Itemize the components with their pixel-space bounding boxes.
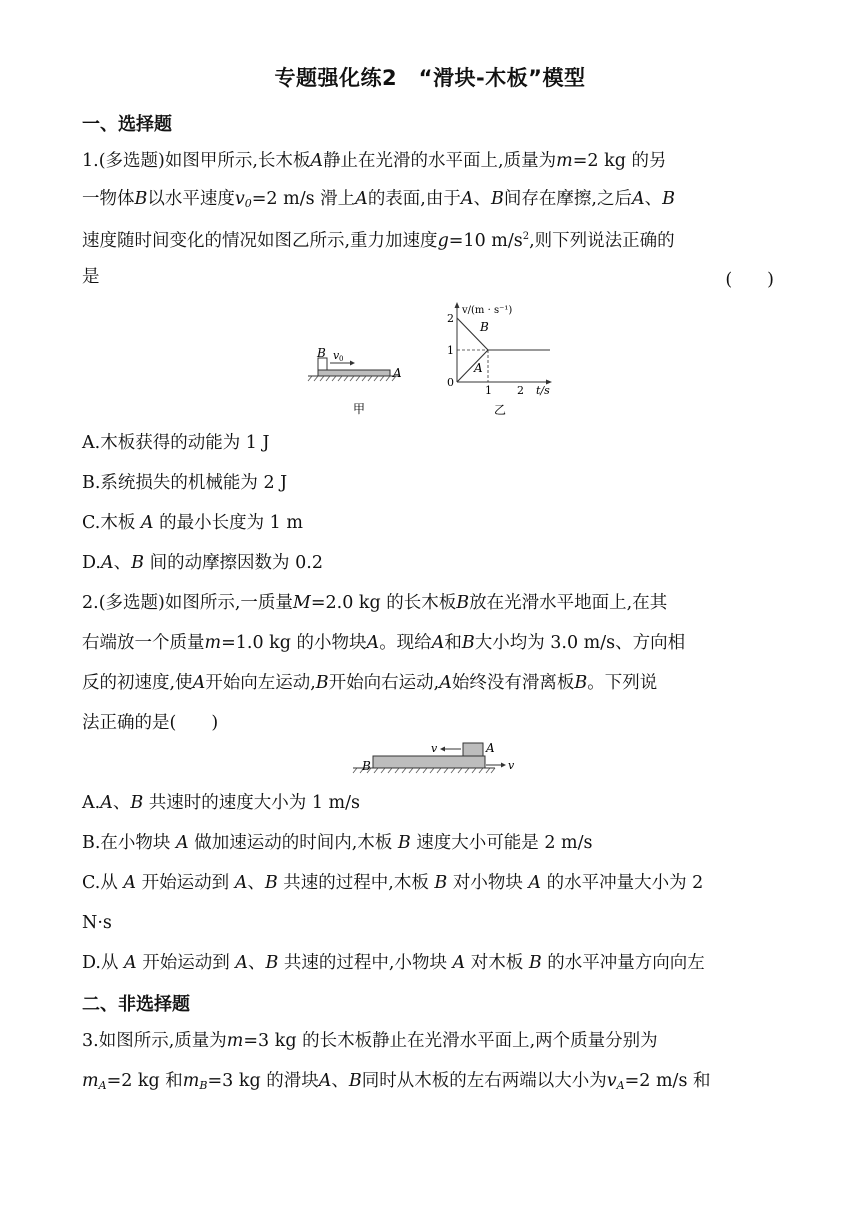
caption-yi: 乙 <box>494 403 507 417</box>
q3-line-2: $m_A=2$ kg 和$m_B=3$ kg 的滑块A、B同时从木板的左右两端以大小为$v_A=2$ m/s 和 <box>82 1071 711 1092</box>
v0-arrowhead <box>350 361 355 366</box>
series-label-B: B <box>480 320 489 334</box>
label-v-left: v <box>431 742 438 755</box>
q3-line-1: 3.如图所示,质量为m=3 kg 的长木板静止在光滑水平面上,两个质量分别为 <box>82 1031 658 1051</box>
q1-option-a: A.木板获得的动能为 1 J <box>82 433 270 453</box>
x-tick-2: 2 <box>517 384 524 397</box>
q2-option-d: D.从 A 开始运动到 A、B 共速的过程中,小物块 A 对木板 B 的水平冲量方向向左 <box>82 953 705 973</box>
q2-line-1: 2.(多选题)如图所示,一质量M=2.0 kg 的长木板B放在光滑水平地面上,在其 <box>82 593 668 613</box>
q1-figure-yi <box>440 298 565 418</box>
q2-option-c: C.从 A 开始运动到 A、B 共速的过程中,木板 B 对小物块 A 的水平冲量大小为 2 <box>82 873 704 893</box>
q2-option-a: A.A、B 共速时的速度大小为 1 m/s <box>82 793 361 813</box>
q1-line-3: 速度随时间变化的情况如图乙所示,重力加速度g=10 $m/s^2$,则下列说法正确的 <box>82 231 675 251</box>
label-v0: v <box>333 349 340 362</box>
q1-option-c: C.木板 A 的最小长度为 1 m <box>82 513 303 533</box>
section-heading-choice: 一、选择题 <box>82 114 172 135</box>
label-B: B <box>362 759 371 773</box>
ground-hatch <box>353 768 495 773</box>
q1-option-d: D.A、B 间的动摩擦因数为 0.2 <box>82 553 323 573</box>
q1-answer-bracket: ( ) <box>725 270 774 290</box>
arrowhead-A-left <box>440 747 445 752</box>
q2-line-4: 法正确的是( ) <box>82 713 219 733</box>
block-A <box>463 743 483 756</box>
label-B: B <box>317 346 326 360</box>
x-tick-1: 1 <box>485 384 492 397</box>
q1-figure-jia <box>300 345 410 417</box>
q2-figure <box>345 738 520 780</box>
q1-option-b: B.系统损失的机械能为 2 J <box>82 473 288 493</box>
line-A <box>457 350 488 382</box>
q2-line-3: 反的初速度,使A开始向左运动,B开始向右运动,A始终没有滑离板B。下列说 <box>82 673 658 693</box>
y-tick-2: 2 <box>447 312 454 325</box>
y-arrowhead <box>455 302 460 308</box>
label-A: A <box>393 366 402 380</box>
label-A: A <box>486 741 495 755</box>
q1-line-1: 1.(多选题)如图甲所示,长木板A静止在光滑的水平面上,质量为m=2 kg 的另 <box>82 151 667 171</box>
series-label-A: A <box>474 361 483 375</box>
caption-jia: 甲 <box>353 402 366 416</box>
ground-hatch <box>308 376 396 381</box>
q2-line-2: 右端放一个质量m=1.0 kg 的小物块A。现给A和B大小均为 3.0 m/s、方向相 <box>82 633 686 653</box>
y-tick-1: 1 <box>447 344 454 357</box>
x-axis-label: t/s <box>536 384 550 397</box>
q1-line-2: 一物体B以水平速度$v_0=2$ m/s 滑上A的表面,由于A、B间存在摩擦,之后A、B <box>82 189 675 210</box>
section-heading-nonchoice: 二、非选择题 <box>82 994 190 1015</box>
label-v-right: v <box>508 759 515 772</box>
board-A <box>318 370 390 376</box>
board-B <box>373 756 485 768</box>
q2-option-c-continued: N·s <box>82 913 112 933</box>
q1-line-4: 是 <box>82 267 100 287</box>
label-v0-sub: 0 <box>339 355 344 363</box>
y-axis-label: v/(m · s⁻¹) <box>462 305 513 316</box>
y-tick-0: 0 <box>447 376 454 389</box>
arrowhead-B-right <box>501 763 506 768</box>
page-title: 专题强化练2 “滑块-木板”模型 <box>274 66 586 90</box>
q2-option-b: B.在小物块 A 做加速运动的时间内,木板 B 速度大小可能是 2 m/s <box>82 833 593 853</box>
